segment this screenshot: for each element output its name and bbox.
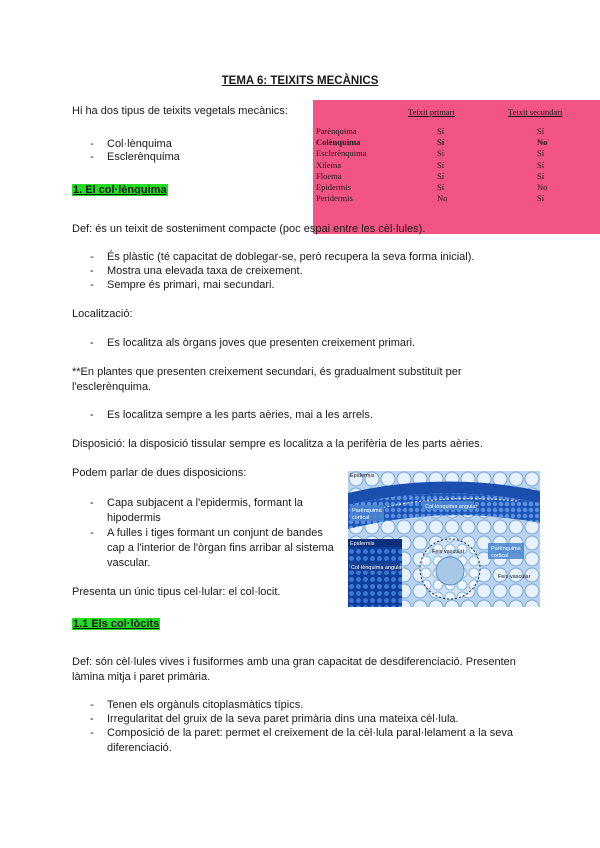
collenchyma-micrograph <box>348 471 540 607</box>
table-row: Colènquima Sí No <box>316 137 548 148</box>
intro-text: Hi ha dos tipus de teixits vegetals mecànics: <box>72 105 288 117</box>
tissue-table <box>313 100 600 234</box>
disposition-intro: Podem parlar de dues disposicions: <box>72 467 247 479</box>
cell-type-text: Presenta un únic tipus cel·lular: el col·locit. <box>72 586 281 598</box>
table-header-secundari: Teixit secundari <box>508 107 563 117</box>
table-row: Parènquima Sí Sí <box>316 126 545 136</box>
list-item-cont: hipodermis <box>107 512 161 524</box>
list-item: Capa subjacent a l'epidermis, formant la <box>107 497 303 509</box>
label-parenquima-cortical: Parènquima <box>352 508 382 514</box>
label-parenquima-right-2: cortical <box>491 553 509 559</box>
list-item: Es localitza sempre a les parts aèries, mai a les arrels. <box>107 409 373 421</box>
label-feix-vascular: Feix vascular <box>432 549 465 555</box>
list-item: Tenen els orgànuls citoplasmàtics típics. <box>107 699 304 711</box>
list-item: Composició de la paret: permet el creixement de la cèl·lula paral·lelament a la seva <box>107 727 513 739</box>
disposition-text: Disposició: la disposició tissular sempre es localitza a la perifèria de les parts aèries. <box>72 438 483 450</box>
table-header-primari: Teixit primari <box>408 107 455 117</box>
note-line-2: l'esclerènquima. <box>72 381 152 393</box>
definition-text: Def: és un teixit de sosteniment compacte (poc espai entre les cèl·lules). <box>72 223 426 235</box>
label-epidermis-inset: Epidermis <box>350 541 375 547</box>
list-item: Sempre és primari, mai secundari. <box>107 279 275 291</box>
label-parenquima-right: Parènquima <box>491 546 521 552</box>
list-item: Mostra una elevada taxa de creixement. <box>107 265 303 277</box>
list-item: Es localitza als òrgans joves que presenten creixement primari. <box>107 337 416 349</box>
list-item: Col·lènquima <box>107 138 172 150</box>
label-colenquima-inset: Col·lènquima angular <box>351 565 404 571</box>
table-row: Floema Sí Sí <box>316 170 545 181</box>
list-item-cont: diferenciació. <box>107 742 172 754</box>
list-item-cont: cap a l'interior de l'òrgan fins arribar al sistema <box>107 542 334 554</box>
section-heading <box>72 617 542 632</box>
label-feix-vascular-right: Feix vascular <box>498 574 531 580</box>
table-row: Epidermis Sí No <box>316 182 548 192</box>
page-title: TEMA 6: TEIXITS MECÀNICS <box>221 75 379 87</box>
micrograph-image <box>348 471 540 607</box>
section1-heading: 1. El col·lènquima <box>73 184 167 196</box>
list-item: És plàstic (té capacitat de doblegar-se, però recupera la seva forma inicial). <box>107 251 475 263</box>
location-label: Localització: <box>72 308 133 320</box>
table-row: Esclerènquima Sí Sí <box>316 148 545 159</box>
list-item-cont: vascular. <box>107 557 151 569</box>
label-colenquima-angular: Col·lènquima angular <box>425 504 478 510</box>
section2-heading: 1.1 Els col·lòcits <box>73 618 160 630</box>
table-row: Xilema Sí Sí <box>316 159 545 170</box>
definition-line-2: làmina mitja i paret primària. <box>72 671 211 683</box>
label-parenquima-cortical-2: cortical <box>352 515 370 521</box>
list-item: Esclerènquima <box>107 151 180 163</box>
note-line-1: **En plantes que presenten creixement secundari, és gradualment substituït per <box>72 366 462 378</box>
list-item: A fulles i tiges formant un conjunt de bandes <box>107 527 323 539</box>
definition-line-1: Def: són cèl·lules vives i fusiformes amb una gran capacitat de desdiferenciació. Presenten <box>72 656 516 668</box>
list-item: Irregularitat del gruix de la seva paret primària dins una mateixa cèl·lula. <box>107 713 459 725</box>
section-heading <box>72 183 542 198</box>
table-row: Peridermis No Sí <box>316 193 545 204</box>
label-epidermis: Epidermis <box>350 473 375 479</box>
